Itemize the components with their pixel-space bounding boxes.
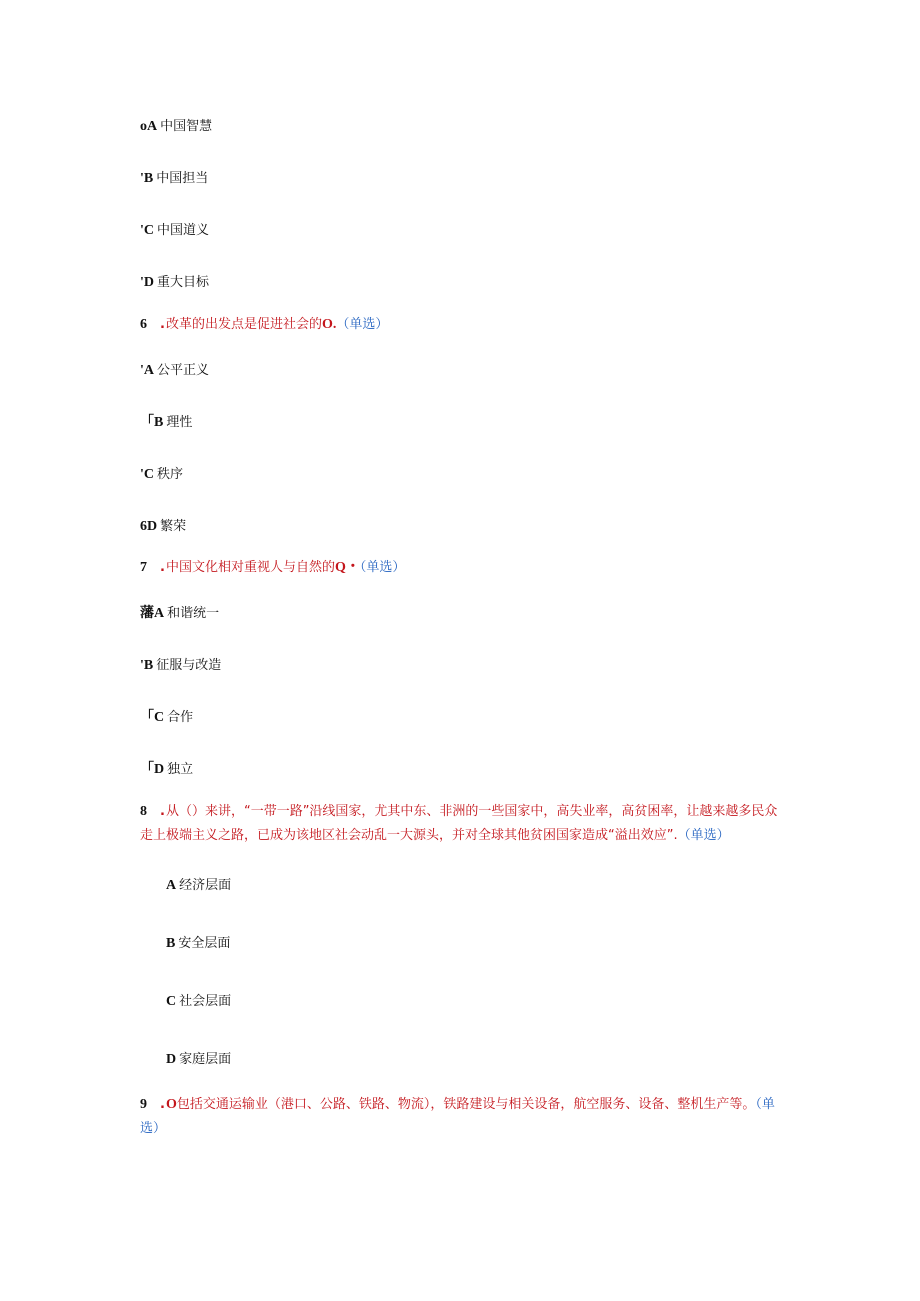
option-text: 公平正义 xyxy=(157,363,210,378)
question-8: 8 .从（）来讲，“一带一路”沿线国家，尤其中东、非洲的一些国家中，高失业率，高贫困率，让越来越多民众走上极端主义之路，已成为该地区社会动乱一大源头，并对全球其他贫困国家造成“溢出效应”.（单选） xyxy=(140,800,780,848)
question-text: 中国文化相对重视人与自然的 xyxy=(165,560,335,575)
question-7: 7 .中国文化相对重视人与自然的Q・（单选） xyxy=(140,560,406,575)
question-text: 包括交通运输业（港口、公路、铁路、物流），铁路建设与相关设备，航空服务、设备、整机生产等。 xyxy=(176,1097,756,1112)
option-text: 重大目标 xyxy=(157,275,210,290)
option-marker: oA xyxy=(140,119,158,134)
option-text: 和谐统一 xyxy=(167,606,220,621)
q6-option-b[interactable] xyxy=(140,414,192,432)
option-marker: 'A xyxy=(140,363,154,378)
option-text: 独立 xyxy=(167,762,194,777)
option-marker: 'B xyxy=(140,658,154,673)
option-a[interactable] xyxy=(140,118,212,136)
question-text: 改革的出发点是促进社会的 xyxy=(165,317,322,332)
option-marker: 'D xyxy=(140,275,154,290)
q8-option-b[interactable] xyxy=(166,935,230,953)
q7-option-c[interactable] xyxy=(140,709,193,727)
q7-option-b[interactable] xyxy=(140,657,221,675)
question-type-tag: （单选） xyxy=(336,317,389,332)
option-marker: B xyxy=(166,936,176,951)
option-marker: C xyxy=(166,994,177,1009)
option-marker: 'B xyxy=(140,171,154,186)
option-text: 经济层面 xyxy=(179,878,232,893)
question-type-tag: （单选） xyxy=(140,1097,775,1136)
option-text: 安全层面 xyxy=(178,936,231,951)
option-text: 社会层面 xyxy=(179,994,232,1009)
option-text: 理性 xyxy=(166,415,193,430)
question-6: 6 .改革的出发点是促进社会的O.（单选） xyxy=(140,317,389,332)
option-c[interactable] xyxy=(140,222,209,240)
question-number: 8 xyxy=(140,804,147,819)
question-9: 9 .O包括交通运输业（港口、公路、铁路、物流），铁路建设与相关设备，航空服务、设备、整机生产等。（单选） xyxy=(140,1093,780,1141)
option-marker: 「D xyxy=(140,762,165,777)
option-marker: A xyxy=(166,878,177,893)
option-marker: 「C xyxy=(140,710,165,725)
option-text: 征服与改造 xyxy=(156,658,222,673)
q6-option-d[interactable] xyxy=(140,518,186,536)
option-marker: D xyxy=(166,1052,177,1067)
option-text: 中国担当 xyxy=(156,171,209,186)
option-marker: 'C xyxy=(140,467,154,482)
option-d[interactable] xyxy=(140,274,209,292)
q7-option-a[interactable] xyxy=(140,605,219,623)
question-number: 6 xyxy=(140,317,147,332)
question-type-tag: （单选） xyxy=(677,828,730,843)
option-text: 秩序 xyxy=(157,467,184,482)
q8-option-c[interactable] xyxy=(166,993,231,1011)
answer-placeholder: O xyxy=(165,1097,177,1112)
q6-option-c[interactable] xyxy=(140,466,183,484)
answer-placeholder: O. xyxy=(321,317,337,332)
option-marker: 藩A xyxy=(140,606,165,621)
option-marker: 「B xyxy=(140,415,164,430)
option-text: 合作 xyxy=(167,710,194,725)
option-text: 家庭层面 xyxy=(179,1052,232,1067)
question-number: 7 xyxy=(140,560,147,575)
option-text: 中国智慧 xyxy=(160,119,213,134)
q8-option-a[interactable] xyxy=(166,877,231,895)
option-b[interactable] xyxy=(140,170,208,188)
answer-placeholder: Q・ xyxy=(334,560,360,575)
question-type-tag: （单选） xyxy=(359,560,406,575)
option-marker: 6D xyxy=(140,519,158,534)
option-text: 繁荣 xyxy=(160,519,187,534)
question-number: 9 xyxy=(140,1097,147,1112)
option-marker: 'C xyxy=(140,223,154,238)
q6-option-a[interactable] xyxy=(140,362,209,380)
q8-option-d[interactable] xyxy=(166,1051,231,1069)
q7-option-d[interactable] xyxy=(140,761,193,779)
question-text: 从（）来讲，“一带一路”沿线国家，尤其中东、非洲的一些国家中，高失业率，高贫困率，让越来越多民众走上极端主义之路，已成为该地区社会动乱一大源头，并对全球其他贫困国家造成“溢出效应”. xyxy=(140,804,778,843)
option-text: 中国道义 xyxy=(157,223,210,238)
